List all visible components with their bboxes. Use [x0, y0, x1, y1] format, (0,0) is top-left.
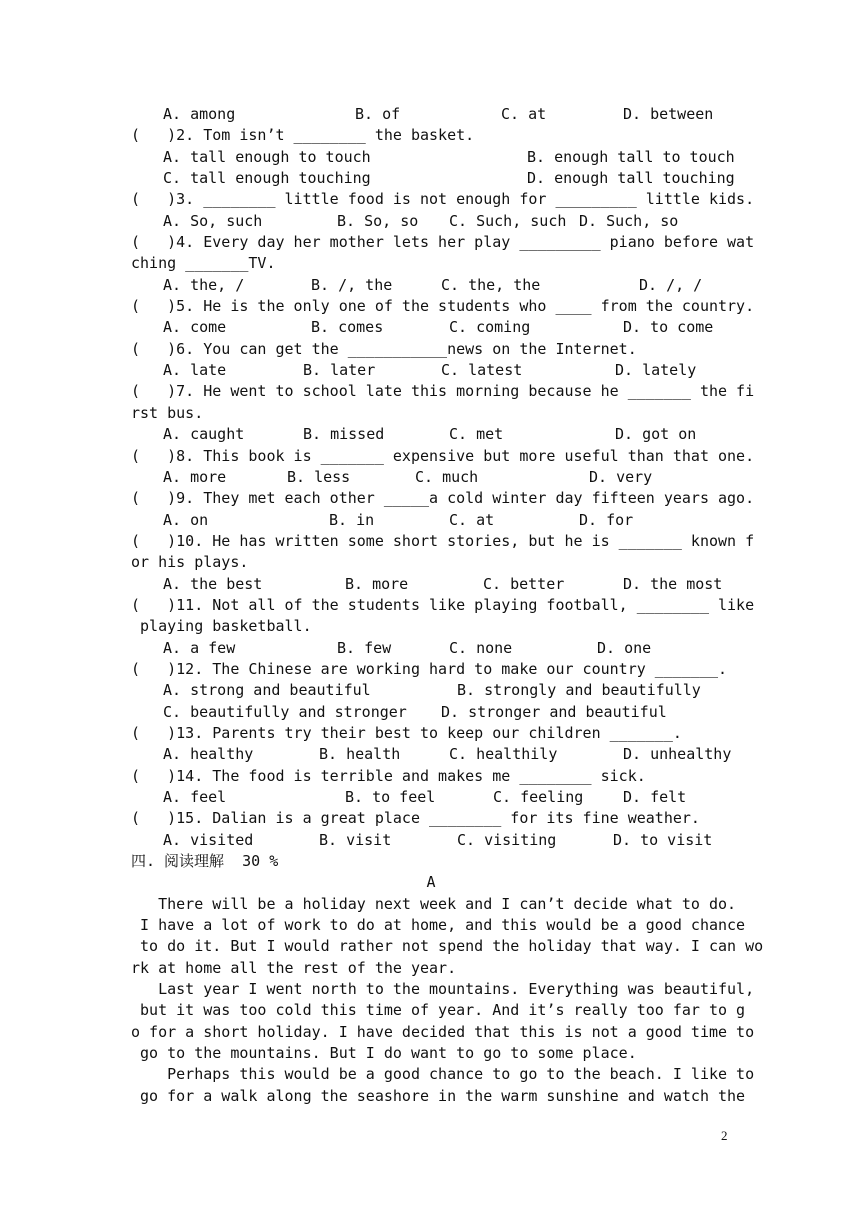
- option: D. unhealthy: [623, 745, 732, 764]
- option: A. the, /: [163, 275, 245, 294]
- option: B. later: [303, 361, 376, 380]
- option: C. tall enough touching: [163, 169, 371, 188]
- option: D. one: [597, 638, 652, 657]
- option: A. strong and beautiful: [163, 681, 371, 700]
- passage-line: but it was too cold this time of year. And it’s really too far to g: [131, 1001, 746, 1020]
- options-row: [131, 168, 735, 189]
- options-row: [131, 830, 731, 851]
- exam-content: [131, 104, 764, 1107]
- option: B. strongly and beautifully: [457, 681, 701, 700]
- question-stem: ( )8. This book is _______ expensive but more useful than that one.: [131, 446, 755, 465]
- option: D. enough tall touching: [527, 169, 735, 188]
- options-row: [131, 147, 735, 168]
- option: B. of: [355, 105, 401, 123]
- options-q1: [131, 104, 731, 125]
- question-stem: ( )6. You can get the ___________news on the Internet.: [131, 339, 637, 358]
- question-stem: ( )14. The food is terrible and makes me ________ sick.: [131, 766, 646, 785]
- options-row: [131, 275, 731, 296]
- passage-line: Last year I went north to the mountains. Everything was beautiful,: [131, 980, 755, 999]
- question-stem-continued: rst bus.: [131, 403, 204, 422]
- option: B. more: [345, 574, 409, 593]
- option: B. health: [319, 745, 401, 764]
- option: C. at: [501, 105, 547, 123]
- passage-line: Perhaps this would be a good chance to go to the beach. I like to: [131, 1065, 755, 1084]
- option: B. So, so: [337, 211, 419, 230]
- option: C. healthily: [449, 745, 558, 764]
- option: D. lately: [615, 361, 697, 380]
- option: C. feeling: [493, 788, 584, 806]
- passage-line: go for a walk along the seashore in the warm sunshine and watch the: [131, 1086, 746, 1105]
- options-row: [131, 744, 731, 765]
- option: B. enough tall to touch: [527, 147, 735, 166]
- options-row: [131, 510, 731, 531]
- option: C. at: [449, 510, 495, 529]
- option: B. missed: [303, 425, 385, 444]
- option: A. feel: [163, 788, 227, 806]
- option: D. felt: [623, 788, 687, 806]
- options-row: [131, 317, 731, 338]
- option: B. few: [337, 638, 392, 657]
- passage-line: o for a short holiday. I have decided that this is not a good time to: [131, 1022, 755, 1041]
- option: C. much: [415, 467, 479, 486]
- options-row: [131, 702, 731, 723]
- options-row: [131, 638, 731, 659]
- question-stem: ( )10. He has written some short stories, but he is _______ known f: [131, 531, 755, 550]
- passage-line: rk at home all the rest of the year.: [131, 958, 457, 977]
- option: D. Such, so: [579, 211, 679, 230]
- page-number: 2: [721, 1128, 728, 1143]
- option: A. healthy: [163, 745, 254, 764]
- option: A. among: [163, 105, 236, 123]
- options-row: [131, 211, 731, 232]
- option: C. the, the: [441, 275, 541, 294]
- option: C. met: [449, 425, 504, 444]
- option: B. visit: [319, 830, 392, 849]
- question-stem: ( )9. They met each other _____a cold winter day fifteen years ago.: [131, 489, 755, 508]
- question-stem: ( )11. Not all of the students like playing football, ________ like: [131, 595, 755, 614]
- passage-line: go to the mountains. But I do want to go to some place.: [131, 1044, 637, 1063]
- option: B. less: [287, 467, 351, 486]
- option: D. between: [623, 105, 714, 123]
- passage-line: to do it. But I would rather not spend the holiday that way. I can wo: [131, 937, 764, 956]
- section-heading: 四. 阅读理解 30 %: [131, 852, 279, 871]
- option: A. on: [163, 510, 209, 529]
- option: B. to feel: [345, 788, 436, 806]
- options-row: [131, 467, 731, 488]
- option: B. in: [329, 510, 375, 529]
- option: C. none: [449, 638, 513, 657]
- question-stem: ( )5. He is the only one of the students who ____ from the country.: [131, 297, 755, 316]
- option: A. So, such: [163, 211, 263, 230]
- options-row: [131, 360, 731, 381]
- option: D. /, /: [639, 275, 703, 294]
- option: A. late: [163, 361, 227, 380]
- question-stem: ( )2. Tom isn’t ________ the basket.: [131, 126, 475, 145]
- question-stem-continued: or his plays.: [131, 553, 249, 572]
- option: A. tall enough to touch: [163, 147, 371, 166]
- passage-line: There will be a holiday next week and I can’t decide what to do.: [131, 894, 737, 913]
- question-stem: ( )12. The Chinese are working hard to make our country _______.: [131, 659, 728, 678]
- option: D. very: [589, 467, 653, 486]
- option: D. to come: [623, 318, 714, 337]
- option: A. the best: [163, 574, 263, 593]
- question-stem: ( )15. Dalian is a great place ________ for its fine weather.: [131, 809, 700, 828]
- question-stem: ( )3. ________ little food is not enough for _________ little kids.: [131, 190, 755, 209]
- question-stem-continued: playing basketball.: [131, 617, 312, 636]
- options-row: [131, 787, 731, 808]
- option: C. latest: [441, 361, 523, 380]
- question-stem: ( )13. Parents try their best to keep our children _______.: [131, 723, 682, 742]
- question-stem-continued: ching _______TV.: [131, 254, 276, 273]
- options-row: [131, 680, 731, 701]
- option: A. more: [163, 467, 227, 486]
- option: A. come: [163, 318, 227, 337]
- options-row: [131, 574, 731, 595]
- option: A. caught: [163, 425, 245, 444]
- option: C. coming: [449, 318, 531, 337]
- question-stem: ( )7. He went to school late this morning because he _______ the fi: [131, 382, 755, 401]
- passage-line: I have a lot of work to do at home, and this would be a good chance: [131, 916, 746, 935]
- option: C. better: [483, 574, 565, 593]
- passage-label: A: [426, 873, 436, 892]
- option: B. /, the: [311, 275, 393, 294]
- option: A. a few: [163, 638, 236, 657]
- option: D. to visit: [613, 830, 713, 849]
- option: C. beautifully and stronger: [163, 702, 407, 721]
- question-stem: ( )4. Every day her mother lets her play _________ piano before wat: [131, 233, 755, 252]
- option: D. stronger and beautiful: [441, 702, 667, 721]
- option: D. the most: [623, 574, 723, 593]
- option: C. visiting: [457, 830, 557, 849]
- option: C. Such, such: [449, 211, 567, 230]
- option: D. for: [579, 510, 634, 529]
- options-row: [131, 424, 731, 445]
- option: D. got on: [615, 425, 697, 444]
- option: A. visited: [163, 830, 254, 849]
- option: B. comes: [311, 318, 384, 337]
